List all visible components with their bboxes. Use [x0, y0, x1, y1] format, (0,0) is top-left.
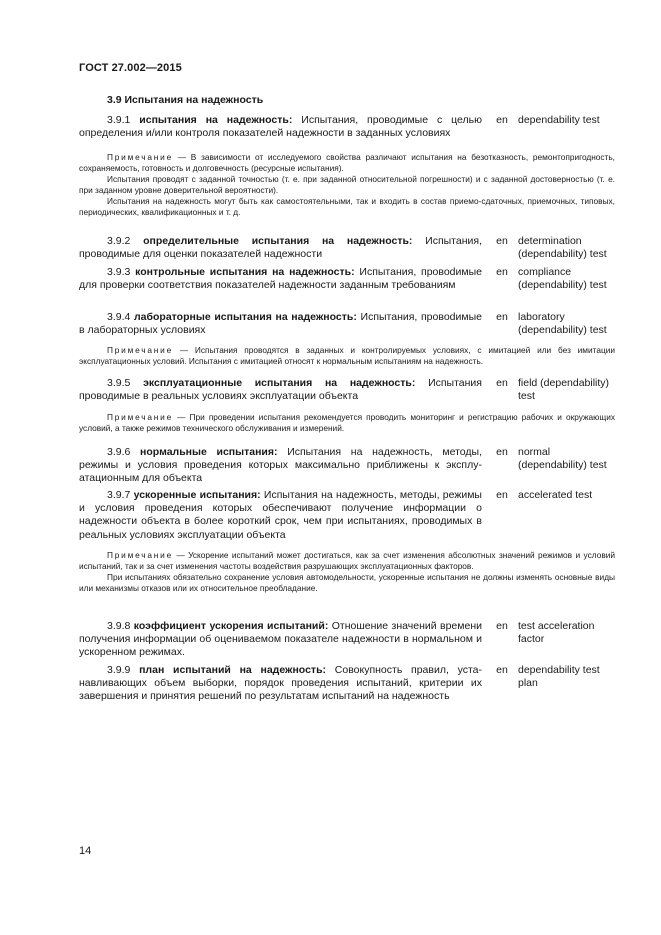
- language-code: en: [496, 235, 508, 247]
- note-3-9-1: [79, 152, 615, 218]
- term-definition: Совокупность правил, устанавливающих объем выборки, порядок проведения испытаний, критерии их завершения и принятия решений по результатам испытаний на надежность: [79, 664, 483, 703]
- note-text: Испытания на надежность могут быть как самостоятельными, так и входить в состав приемо-сдаточных, приемочных, типовых, периодических, квалификационных и т. д.: [79, 196, 615, 217]
- note-label: Примечание: [107, 345, 174, 355]
- term-3-9-7: [79, 489, 615, 542]
- term-3-9-9: [79, 664, 615, 704]
- term-text: [79, 266, 482, 292]
- term-number: 3.9.3: [107, 266, 131, 278]
- term-text: [79, 446, 482, 486]
- term-definition: Отношение значений времени получения информации об оцениваемом показателе надежности в нормальном и ускоренном режимах.: [79, 620, 482, 659]
- language-code: en: [496, 489, 508, 501]
- note-text: — При проведении испытания рекомендуется проводить мониторинг и регистрацию рабочих и окружающих условий, а также режимов технического обслуживания и измерений.: [79, 412, 615, 433]
- term-number: 3.9.4: [107, 311, 131, 323]
- note-text: Испытания проводят с заданной точностью (т. е. при заданной относительной погрешности) и с заданной достоверностью (т. е. при заданном уровне доверительной вероятности).: [79, 174, 615, 195]
- note-text: — В зависимости от исследуемого свойства различают испытания на безотказность, ремонтопригодность, сохраняемость, готовность и долговечность (ресурсные испытания).: [79, 152, 615, 173]
- term-text: [79, 235, 482, 261]
- note-text: При испытаниях обязательно сохранение условия автомодельности, ускоренные испытания не должны изменять основные виды или механизмы отказов или их относительное преобладание.: [79, 572, 615, 593]
- note-3-9-5: [79, 412, 615, 434]
- term-number: 3.9.5: [107, 377, 131, 389]
- note-label: Примечание: [107, 152, 174, 162]
- term-definition: Испытания на надежность, методы, режимы и условия проведения которых обеспечивают получение информации о надежности объекта в более короткий срок, чем при испытаниях, проводимых в реальных условиях эксплуатации объекта: [79, 489, 482, 541]
- term-name: план испытаний на надежность:: [139, 664, 327, 676]
- term-definition: Испытания на надежность, методы, режимы и условия проведения которых максимально приближены к эксплуатационным для объекта: [79, 446, 482, 485]
- note-text: — Испытания проводятся в заданных и контролируемых условиях, с имитацией или без имитации эксплуатационных условий. Испытания с имитацией относят к нормальным испытаниям на надежность.: [79, 345, 615, 366]
- language-code: en: [496, 311, 508, 323]
- english-equivalent: laboratory (dependability) test: [518, 311, 607, 337]
- term-text: [79, 489, 482, 542]
- term-3-9-3: [79, 266, 615, 292]
- english-equivalent: accelerated test: [518, 489, 593, 501]
- term-definition: Испытания проводимые в реальных условиях эксплуатации объекта: [79, 377, 482, 403]
- term-name: контрольные испытания на надежность:: [135, 266, 355, 278]
- term-name: эксплуатационные испытания на надежность:: [143, 377, 416, 389]
- language-code: en: [496, 377, 508, 389]
- term-text: [79, 377, 482, 403]
- note-3-9-7: [79, 550, 615, 594]
- term-name: коэффициент ускорения испытаний:: [133, 620, 329, 632]
- term-number: 3.9.8: [107, 620, 131, 632]
- term-definition: Испытания, провоdимые в лабораторных условиях: [79, 311, 482, 337]
- term-text: [79, 620, 482, 660]
- language-code: en: [496, 446, 508, 458]
- term-definition: Испытания, проводимые с целью определения и/или контроля показателей надежности в заданных условиях: [79, 114, 482, 140]
- term-name: лабораторные испытания на надежность:: [134, 311, 357, 323]
- note-label: Примечание: [107, 412, 174, 422]
- note-3-9-4: [79, 345, 615, 367]
- term-number: 3.9.2: [107, 235, 131, 247]
- term-definition: Испытания, провоdимые для проверки соответствия показателей надежности заданным требованиям: [79, 266, 482, 292]
- page-number: 14: [79, 845, 92, 857]
- language-code: en: [496, 620, 508, 632]
- note-text: — Ускорение испытаний может достигаться, как за счет изменения абсолютных значений режимов и условий испытаний, так и за счет изменения частоты воздействия разрушающих эксплуатационных факторов.: [79, 550, 615, 571]
- english-equivalent: determination (dependability) test: [518, 235, 607, 261]
- term-3-9-2: [79, 235, 615, 261]
- term-number: 3.9.1: [107, 114, 131, 126]
- term-name: определительные испытания на надежность:: [143, 235, 413, 247]
- term-number: 3.9.7: [107, 489, 131, 501]
- english-equivalent: test acceleration factor: [518, 620, 595, 646]
- english-equivalent: normal (dependability) test: [518, 446, 607, 472]
- language-code: en: [496, 266, 508, 278]
- term-3-9-1: [79, 114, 615, 140]
- language-code: en: [496, 664, 508, 676]
- term-3-9-8: [79, 620, 615, 660]
- term-number: 3.9.9: [107, 664, 131, 676]
- document-code: ГОСТ 27.002—2015: [79, 62, 182, 74]
- term-text: [79, 311, 482, 337]
- english-equivalent: field (dependability) test: [518, 377, 610, 403]
- note-label: Примечание: [107, 550, 174, 560]
- term-3-9-6: [79, 446, 615, 486]
- english-equivalent: compliance (dependability) test: [518, 266, 607, 292]
- term-text: [79, 114, 482, 140]
- term-3-9-4: [79, 311, 615, 337]
- term-name: нормальные испытания:: [140, 446, 278, 458]
- language-code: en: [496, 114, 508, 126]
- term-name: испытания на надежность:: [139, 114, 293, 126]
- section-title: 3.9 Испытания на надежность: [107, 94, 264, 106]
- term-definition: Испытания, проводимые для оценки показателей надежности: [79, 235, 482, 261]
- term-name: ускоренные испытания:: [133, 489, 261, 501]
- english-equivalent: dependability test: [518, 114, 600, 126]
- term-3-9-5: [79, 377, 615, 403]
- term-text: [79, 664, 482, 704]
- english-equivalent: dependability test plan: [518, 664, 600, 690]
- term-number: 3.9.6: [107, 446, 131, 458]
